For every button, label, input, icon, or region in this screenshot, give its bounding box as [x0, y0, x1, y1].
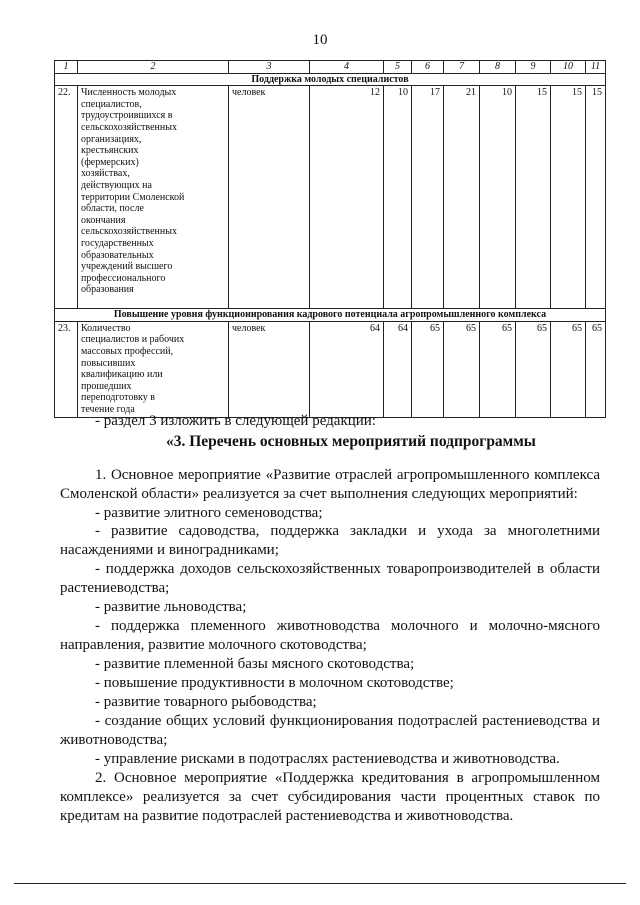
unit: человек — [229, 86, 310, 309]
indicator-line: Численность молодых — [81, 87, 177, 99]
indicator-line: крестьянских — [81, 145, 139, 157]
value-cell: 10 — [384, 86, 412, 309]
indicator-line: специалистов, — [81, 98, 142, 110]
section-row — [55, 309, 606, 322]
list-item: - поддержка племенного животноводства молочного и молочно-мясного — [95, 618, 600, 634]
indicator-line: образовательных — [81, 249, 154, 261]
table-header-row — [55, 61, 606, 74]
indicator-line: течение года — [81, 403, 135, 415]
col-header: 3 — [229, 61, 310, 74]
col-header: 6 — [412, 61, 444, 74]
paragraph-line: 2. Основное мероприятие «Поддержка кредитования в агропромышленном — [95, 770, 600, 786]
indicator-line: учреждений высшего — [81, 261, 173, 273]
indicators-table — [54, 60, 606, 418]
value-cell: 64 — [384, 321, 412, 417]
indicator-name — [78, 86, 229, 309]
table-row — [55, 321, 606, 417]
list-item-continuation: направления, развитие молочного скотоводства; — [60, 637, 367, 653]
list-item: - развитие элитного семеноводства; — [95, 505, 323, 521]
indicator-line: трудоустроившихся в — [81, 110, 173, 122]
value-cell: 15 — [586, 86, 606, 309]
indicator-line: области, после — [81, 203, 144, 215]
list-item-continuation: насаждениями и виноградниками; — [60, 542, 279, 558]
col-header: 8 — [480, 61, 516, 74]
indicator-name — [78, 321, 229, 417]
indicator-line: государственных — [81, 237, 154, 249]
indicator-line: повысивших — [81, 357, 136, 369]
indicator-line: действующих на — [81, 179, 152, 191]
value-cell: 65 — [586, 321, 606, 417]
col-header: 4 — [310, 61, 384, 74]
list-item: - управление рисками в подотраслях растениеводства и животноводства. — [95, 751, 560, 767]
value-cell: 64 — [310, 321, 384, 417]
value-cell: 65 — [412, 321, 444, 417]
col-header: 10 — [551, 61, 586, 74]
value-cell: 65 — [480, 321, 516, 417]
paragraph-line: 1. Основное мероприятие «Развитие отраслей агропромышленного комплекса — [95, 467, 600, 483]
indicator-line: хозяйствах, — [81, 168, 130, 180]
list-item: - развитие племенной базы мясного скотоводства; — [95, 656, 415, 672]
list-item: - развитие льноводства; — [95, 599, 247, 615]
list-item-continuation: растениеводства; — [60, 580, 170, 596]
unit: человек — [229, 321, 310, 417]
value-cell: 65 — [444, 321, 480, 417]
value-cell: 10 — [480, 86, 516, 309]
indicator-line: специалистов и рабочих — [81, 334, 185, 346]
section-title: Повышение уровня функционирования кадрового потенциала агропромышленного комплекса — [55, 309, 606, 322]
list-item: - поддержка доходов сельскохозяйственных товаропроизводителей в области — [95, 561, 600, 577]
col-header: 9 — [516, 61, 551, 74]
list-item: - повышение продуктивности в молочном скотоводстве; — [95, 675, 454, 691]
paragraph-line: комплексе» реализуется за счет субсидирования части процентных ставок по — [60, 789, 600, 805]
indicator-line: образования — [81, 284, 134, 296]
col-header: 7 — [444, 61, 480, 74]
indicator-line: окончания — [81, 214, 126, 226]
instruction-text: - раздел 3 изложить в следующей редакции: — [95, 413, 376, 429]
col-header: 11 — [586, 61, 606, 74]
indicator-line: прошедших — [81, 380, 132, 392]
section-row — [55, 73, 606, 86]
indicator-line: Количество — [81, 322, 131, 334]
table-row — [55, 86, 606, 309]
value-cell: 65 — [551, 321, 586, 417]
value-cell: 21 — [444, 86, 480, 309]
indicator-line: квалификацию или — [81, 369, 163, 381]
indicator-line: профессионального — [81, 272, 166, 284]
list-item-continuation: животноводства; — [60, 732, 168, 748]
section-title: Поддержка молодых специалистов — [55, 73, 606, 86]
value-cell: 15 — [516, 86, 551, 309]
list-item: - развитие садоводства, поддержка закладки и ухода за многолетними — [95, 523, 600, 539]
indicator-line: организациях, — [81, 133, 142, 145]
value-cell: 65 — [516, 321, 551, 417]
paragraph-line: кредитам на развитие подотраслей растениеводства и животноводства. — [60, 808, 514, 824]
list-item: - развитие товарного рыбоводства; — [95, 694, 317, 710]
indicator-line: переподготовку в — [81, 392, 155, 404]
col-header: 2 — [78, 61, 229, 74]
row-number: 23. — [55, 321, 78, 417]
list-item: - создание общих условий функционирования подотраслей растениеводства и — [95, 713, 600, 729]
indicator-line: сельскохозяйственных — [81, 121, 177, 133]
indicator-line: массовых профессий, — [81, 345, 174, 357]
col-header: 1 — [55, 61, 78, 74]
footer-rule — [14, 883, 626, 884]
indicator-line: территории Смоленской — [81, 191, 185, 203]
row-number: 22. — [55, 86, 78, 309]
value-cell: 17 — [412, 86, 444, 309]
indicator-line: сельскохозяйственных — [81, 226, 177, 238]
indicator-line: (фермерских) — [81, 156, 139, 168]
paragraph-line: Смоленской области» реализуется за счет выполнения следующих мероприятий: — [60, 486, 578, 502]
col-header: 5 — [384, 61, 412, 74]
value-cell: 15 — [551, 86, 586, 309]
value-cell: 12 — [310, 86, 384, 309]
page-number: 10 — [312, 32, 328, 48]
section-heading: «3. Перечень основных мероприятий подпрограммы — [166, 433, 536, 450]
